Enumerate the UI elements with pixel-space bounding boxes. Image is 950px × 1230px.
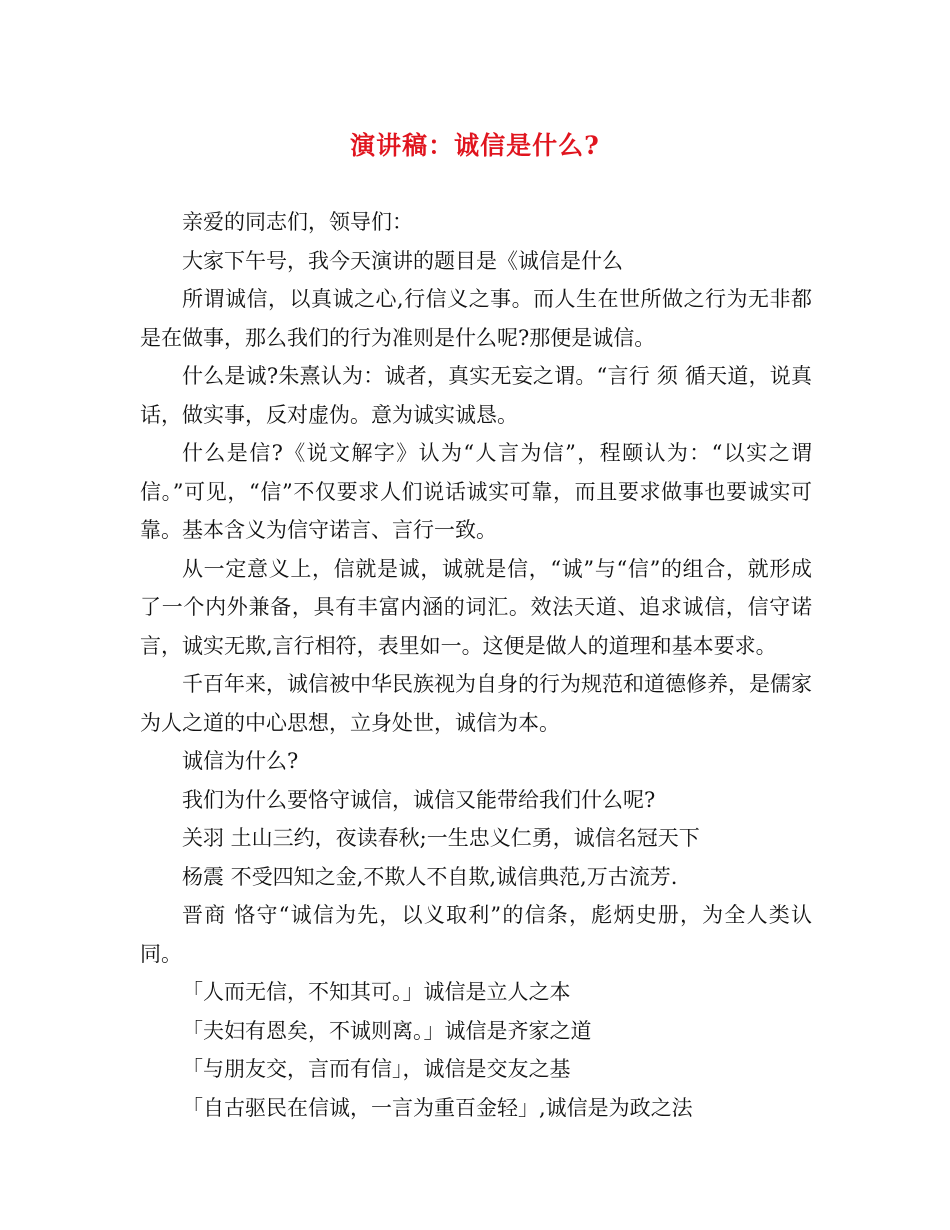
paragraph: 「与朋友交，言而有信」，诚信是交友之基 [182,1057,571,1081]
paragraph: 晋商 恪守“诚信为先，以义取利”的信条，彪炳史册，为全人类认同。 [140,903,812,966]
paragraph: 从一定意义上，信就是诚，诚就是信，“诚”与“信”的组合，就形成了一个内外兼备，具有丰富内涵的词汇。效法天道、追求诚信，信守诺言，诚实无欺,言行相符，表里如一。这便是做人的道理和基本要求。 [140,556,812,658]
paragraph: 千百年来，诚信被中华民族视为自身的行为规范和道德修养，是儒家为人之道的中心思想，立身处世，诚信为本。 [140,672,812,735]
paragraph: 我们为什么要恪守诚信，诚信又能带给我们什么呢? [182,787,656,812]
paragraph: 关羽 土山三约，夜读春秋;一生忠义仁勇，诚信名冠天下 [182,826,700,850]
paragraph: 「人而无信，不知其可。」诚信是立人之本 [182,980,571,1004]
paragraph: 什么是信?《说文解字》认为“人言为信”，程颐认为：“以实之谓信。”可见，“信”不仅要求人们说话诚实可靠，而且要求做事也要诚实可靠。基本含义为信守诺言、言行一致。 [140,441,812,542]
document-title: 演讲稿：诚信是什么? [350,131,600,160]
paragraph: 「夫妇有恩矣，不诚则离。」诚信是齐家之道 [182,1018,592,1043]
paragraph: 杨震 不受四知之金,不欺人不自欺,诚信典范,万古流芳. [182,864,678,889]
paragraph: 大家下午号，我今天演讲的题目是《诚信是什么 [182,248,623,273]
paragraph: 什么是诚?朱熹认为：诚者，真实无妄之谓。“言行 须 循天道，说真话，做实事，反对虚伪。意为诚实诚恳。 [140,364,812,427]
paragraph: 亲爱的同志们，领导们： [182,210,413,234]
paragraph: 「自古驱民在信诚，一言为重百金轻」,诚信是为政之法 [182,1095,693,1120]
paragraph: 诚信为什么? [182,749,299,773]
document-body [140,203,812,1127]
paragraph: 所谓诚信，以真诚之心,行信义之事。而人生在世所做之行为无非都是在做事，那么我们的行为准则是什么呢?那便是诚信。 [140,287,812,350]
